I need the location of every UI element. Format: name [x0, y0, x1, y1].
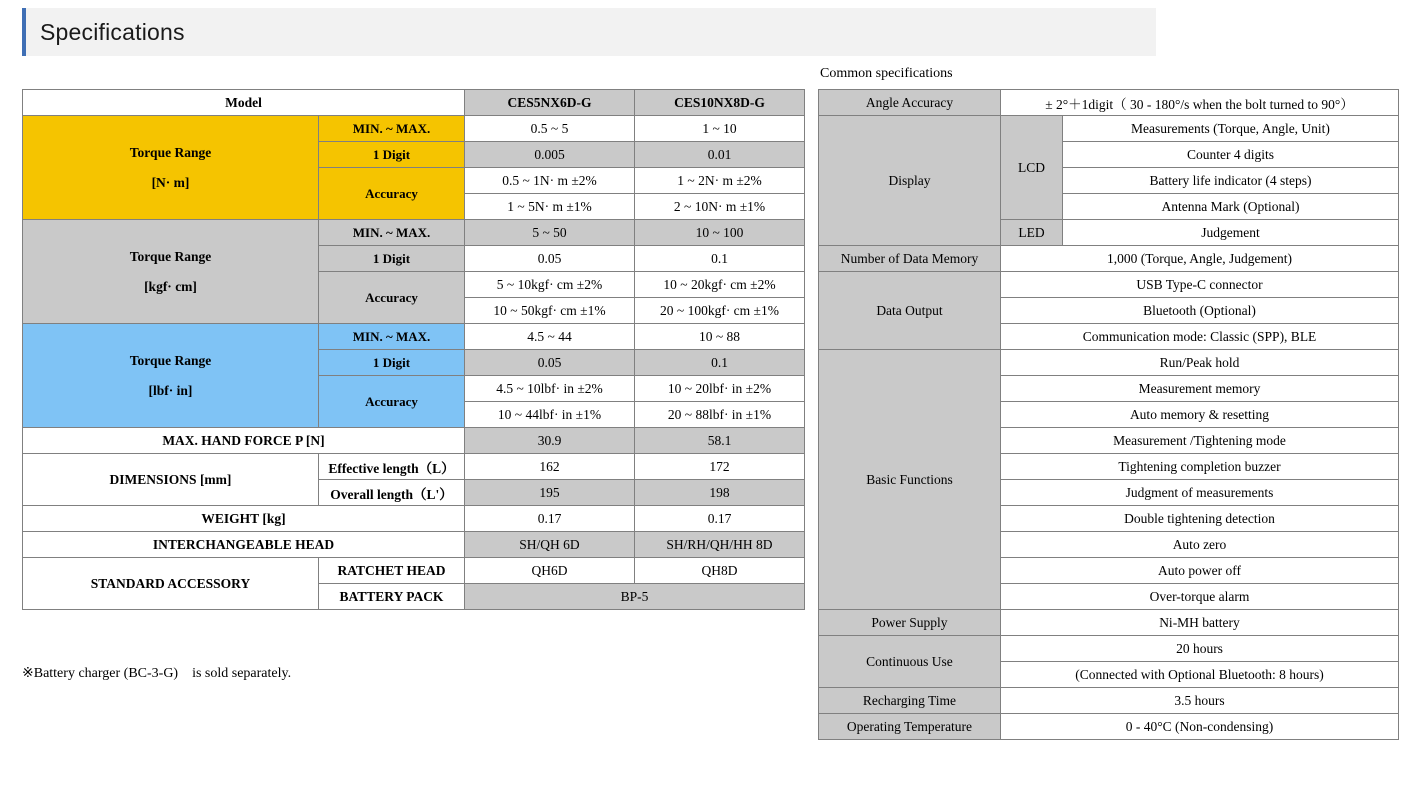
torque-range-lbf-label	[23, 324, 319, 428]
kgf-minmax-label: MIN. ~ MAX.	[319, 220, 465, 246]
nm-digit-label: 1 Digit	[319, 142, 465, 168]
nm-accuracy-value-2b: 2 ~ 10N· m ±1%	[635, 194, 805, 220]
basic-function-5: Tightening completion buzzer	[1001, 454, 1399, 480]
column-header-model-1: CES5NX6D-G	[465, 90, 635, 116]
table-row	[819, 610, 1399, 636]
battery-charger-note: ※Battery charger (BC-3-G) is sold separately.	[22, 666, 292, 681]
page-title: Specifications	[40, 18, 185, 45]
display-led-value: Judgement	[1063, 220, 1399, 246]
table-row	[23, 506, 805, 532]
table-row	[819, 90, 1399, 116]
standard-accessory-label: STANDARD ACCESSORY	[23, 558, 319, 610]
basic-functions-label: Basic Functions	[819, 350, 1001, 610]
table-row	[819, 636, 1399, 662]
table-row	[23, 90, 805, 116]
interchangeable-head-value-2: SH/RH/QH/HH 8D	[635, 532, 805, 558]
kgf-accuracy-value-1b: 10 ~ 50kgf· cm ±1%	[465, 298, 635, 324]
kgf-accuracy-label: Accuracy	[319, 272, 465, 324]
torque-range-kgf-label-line2: [kgf· cm]	[144, 278, 197, 294]
table-row	[23, 558, 805, 584]
nm-digit-value-1: 0.005	[465, 142, 635, 168]
table-row	[23, 220, 805, 246]
display-lcd-label: LCD	[1001, 116, 1063, 220]
nm-minmax-label: MIN. ~ MAX.	[319, 116, 465, 142]
lbf-minmax-value-2: 10 ~ 88	[635, 324, 805, 350]
table-row	[23, 116, 805, 142]
continuous-use-value-2: (Connected with Optional Bluetooth: 8 hours)	[1001, 662, 1399, 688]
basic-function-9: Auto power off	[1001, 558, 1399, 584]
page-header	[22, 8, 1156, 56]
overall-length-value-1: 195	[465, 480, 635, 506]
lbf-minmax-value-1: 4.5 ~ 44	[465, 324, 635, 350]
weight-label: WEIGHT [kg]	[23, 506, 465, 532]
common-specifications-caption: Common specifications	[820, 66, 953, 81]
table-row	[819, 688, 1399, 714]
basic-function-7: Double tightening detection	[1001, 506, 1399, 532]
torque-range-nm-label	[23, 116, 319, 220]
model-header: Model	[23, 90, 465, 116]
interchangeable-head-value-1: SH/QH 6D	[465, 532, 635, 558]
torque-range-lbf-label-line1: Torque Range	[129, 352, 212, 368]
nm-accuracy-value-1a: 0.5 ~ 1N· m ±2%	[465, 168, 635, 194]
power-supply-label: Power Supply	[819, 610, 1001, 636]
data-output-value-3: Communication mode: Classic (SPP), BLE	[1001, 324, 1399, 350]
recharging-time-value: 3.5 hours	[1001, 688, 1399, 714]
display-label: Display	[819, 116, 1001, 246]
table-row	[23, 532, 805, 558]
display-lcd-value-3: Battery life indicator (4 steps)	[1063, 168, 1399, 194]
display-lcd-value-1: Measurements (Torque, Angle, Unit)	[1063, 116, 1399, 142]
lbf-accuracy-value-2a: 10 ~ 20lbf· in ±2%	[635, 376, 805, 402]
table-row	[23, 454, 805, 480]
kgf-minmax-value-1: 5 ~ 50	[465, 220, 635, 246]
lbf-digit-value-2: 0.1	[635, 350, 805, 376]
table-row	[819, 246, 1399, 272]
battery-pack-value: BP-5	[465, 584, 805, 610]
angle-accuracy-value: ± 2°＋1digit（ 30 - 180°/s when the bolt turned to 90°）	[1001, 90, 1399, 116]
effective-length-value-1: 162	[465, 454, 635, 480]
data-output-value-2: Bluetooth (Optional)	[1001, 298, 1399, 324]
kgf-accuracy-value-1a: 5 ~ 10kgf· cm ±2%	[465, 272, 635, 298]
data-output-label: Data Output	[819, 272, 1001, 350]
data-output-value-1: USB Type-C connector	[1001, 272, 1399, 298]
basic-function-1: Run/Peak hold	[1001, 350, 1399, 376]
kgf-accuracy-value-2b: 20 ~ 100kgf· cm ±1%	[635, 298, 805, 324]
recharging-time-label: Recharging Time	[819, 688, 1001, 714]
ratchet-head-value-1: QH6D	[465, 558, 635, 584]
continuous-use-value-1: 20 hours	[1001, 636, 1399, 662]
dimensions-label: DIMENSIONS [mm]	[23, 454, 319, 506]
max-hand-force-value-1: 30.9	[465, 428, 635, 454]
torque-range-kgf-label	[23, 220, 319, 324]
basic-function-10: Over-torque alarm	[1001, 584, 1399, 610]
lbf-digit-label: 1 Digit	[319, 350, 465, 376]
kgf-digit-label: 1 Digit	[319, 246, 465, 272]
continuous-use-label: Continuous Use	[819, 636, 1001, 688]
table-row	[819, 350, 1399, 376]
lbf-accuracy-label: Accuracy	[319, 376, 465, 428]
lbf-accuracy-value-1a: 4.5 ~ 10lbf· in ±2%	[465, 376, 635, 402]
torque-range-nm-label-line2: [N· m]	[151, 174, 190, 190]
nm-minmax-value-2: 1 ~ 10	[635, 116, 805, 142]
interchangeable-head-label: INTERCHANGEABLE HEAD	[23, 532, 465, 558]
torque-range-kgf-label-line1: Torque Range	[129, 248, 212, 264]
operating-temperature-value: 0 - 40°C (Non-condensing)	[1001, 714, 1399, 740]
basic-function-2: Measurement memory	[1001, 376, 1399, 402]
ratchet-head-value-2: QH8D	[635, 558, 805, 584]
kgf-digit-value-2: 0.1	[635, 246, 805, 272]
basic-function-6: Judgment of measurements	[1001, 480, 1399, 506]
table-row	[23, 324, 805, 350]
battery-pack-label: BATTERY PACK	[319, 584, 465, 610]
angle-accuracy-label: Angle Accuracy	[819, 90, 1001, 116]
data-memory-value: 1,000 (Torque, Angle, Judgement)	[1001, 246, 1399, 272]
display-lcd-value-4: Antenna Mark (Optional)	[1063, 194, 1399, 220]
max-hand-force-label: MAX. HAND FORCE P [N]	[23, 428, 465, 454]
nm-accuracy-value-2a: 1 ~ 2N· m ±2%	[635, 168, 805, 194]
ratchet-head-label: RATCHET HEAD	[319, 558, 465, 584]
operating-temperature-label: Operating Temperature	[819, 714, 1001, 740]
display-lcd-value-2: Counter 4 digits	[1063, 142, 1399, 168]
display-led-label: LED	[1001, 220, 1063, 246]
lbf-accuracy-value-2b: 20 ~ 88lbf· in ±1%	[635, 402, 805, 428]
lbf-digit-value-1: 0.05	[465, 350, 635, 376]
overall-length-value-2: 198	[635, 480, 805, 506]
basic-function-4: Measurement /Tightening mode	[1001, 428, 1399, 454]
nm-minmax-value-1: 0.5 ~ 5	[465, 116, 635, 142]
effective-length-label: Effective length（L）	[319, 454, 465, 480]
basic-function-8: Auto zero	[1001, 532, 1399, 558]
torque-range-lbf-label-line2: [lbf· in]	[148, 382, 193, 398]
weight-value-2: 0.17	[635, 506, 805, 532]
max-hand-force-value-2: 58.1	[635, 428, 805, 454]
model-specifications-table	[22, 89, 805, 610]
nm-digit-value-2: 0.01	[635, 142, 805, 168]
common-specifications-table	[818, 89, 1399, 740]
table-row	[819, 116, 1399, 142]
lbf-accuracy-value-1b: 10 ~ 44lbf· in ±1%	[465, 402, 635, 428]
kgf-accuracy-value-2a: 10 ~ 20kgf· cm ±2%	[635, 272, 805, 298]
data-memory-label: Number of Data Memory	[819, 246, 1001, 272]
power-supply-value: Ni-MH battery	[1001, 610, 1399, 636]
kgf-digit-value-1: 0.05	[465, 246, 635, 272]
torque-range-nm-label-line1: Torque Range	[129, 144, 212, 160]
weight-value-1: 0.17	[465, 506, 635, 532]
basic-function-3: Auto memory & resetting	[1001, 402, 1399, 428]
table-row	[819, 272, 1399, 298]
effective-length-value-2: 172	[635, 454, 805, 480]
table-row	[23, 428, 805, 454]
overall-length-label: Overall length（L'）	[319, 480, 465, 506]
column-header-model-2: CES10NX8D-G	[635, 90, 805, 116]
nm-accuracy-label: Accuracy	[319, 168, 465, 220]
nm-accuracy-value-1b: 1 ~ 5N· m ±1%	[465, 194, 635, 220]
table-row	[819, 714, 1399, 740]
lbf-minmax-label: MIN. ~ MAX.	[319, 324, 465, 350]
kgf-minmax-value-2: 10 ~ 100	[635, 220, 805, 246]
